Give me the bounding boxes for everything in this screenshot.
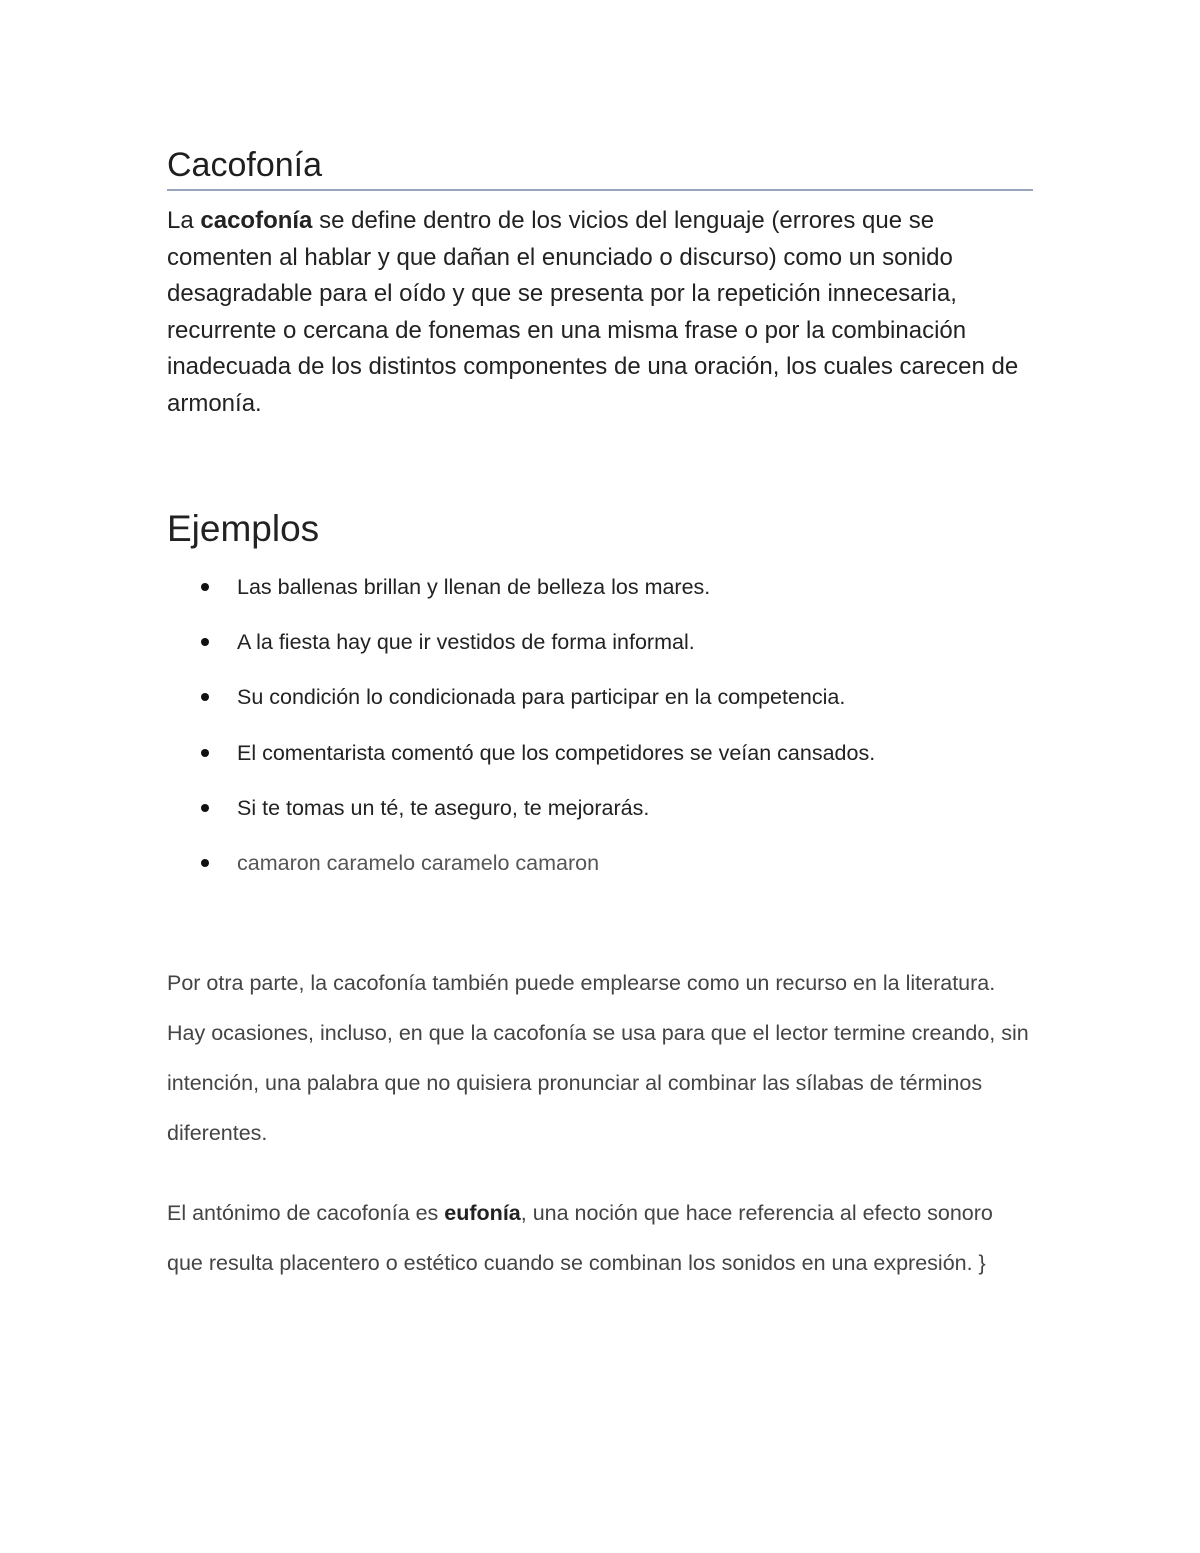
example-item (167, 793, 1033, 823)
antonym-rest: , una noción que hace referencia al efecto sonoro que resulta placentero o estético cuando se combinan los sonidos en una expresión. } (167, 1200, 993, 1275)
bullet-icon (201, 693, 209, 701)
example-text: Si te tomas un té, te aseguro, te mejorarás. (237, 795, 650, 820)
example-text: camaron caramelo caramelo camaron (237, 850, 600, 875)
example-text: A la fiesta hay que ir vestidos de forma informal. (237, 630, 695, 655)
examples-list (167, 572, 1033, 878)
example-item (167, 738, 1033, 768)
example-text: El comentarista comentó que los competidores se veían cansados. (237, 740, 876, 765)
literature-paragraph: Por otra parte, la cacofonía también puede emplearse como un recurso en la literatura. Hay ocasiones, incluso, en que la cacofonía se usa para que el lector termine creando, sin intención, una palabra que no quisiera pronunciar al combinar las sílabas de términos diferentes. (167, 970, 1029, 1145)
intro-term: cacofonía (200, 207, 313, 234)
bullet-icon (201, 859, 209, 867)
example-item (167, 627, 1033, 657)
intro-body: se define dentro de los vicios del lenguaje (errores que se comenten al hablar y que dañan el enunciado o discurso) como un sonido desagradable para el oído y que se presenta por la repetición innecesaria, recurrente o cercana de fonemas en una misma frase o por la combinación inadecuada de los distintos componentes de una oración, los cuales carecen de armonía. (167, 207, 1019, 417)
bullet-icon (201, 583, 209, 591)
antonym-term: eufonía (444, 1200, 521, 1225)
antonym-paragraph (167, 1188, 1033, 1288)
intro-paragraph (167, 203, 1033, 422)
example-item (167, 572, 1033, 602)
bullet-icon (201, 749, 209, 757)
examples-heading: Ejemplos (167, 508, 320, 549)
antonym-lead: El antónimo de cacofonía es (167, 1200, 445, 1225)
example-item (167, 682, 1033, 712)
example-text: Su condición lo condicionada para participar en la competencia. (237, 685, 846, 710)
example-text: Las ballenas brillan y llenan de belleza los mares. (237, 575, 711, 599)
example-item (167, 848, 1033, 878)
document-content (167, 140, 1033, 1288)
bullet-icon (201, 804, 209, 812)
intro-lead: La (167, 207, 201, 234)
document-title: Cacofonía (167, 146, 322, 184)
bullet-icon (201, 638, 209, 646)
